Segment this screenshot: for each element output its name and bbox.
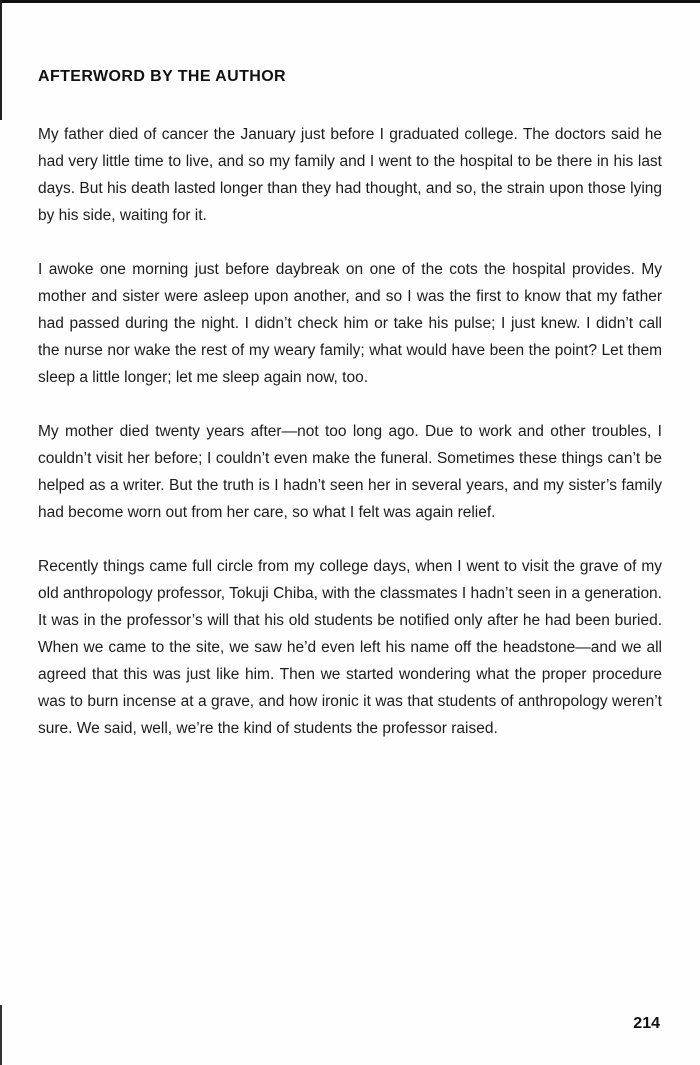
scan-artifact-left-edge-lower (0, 1005, 2, 1065)
afterword-heading: AFTERWORD BY THE AUTHOR (38, 68, 287, 85)
afterword-body (38, 121, 662, 742)
scan-artifact-top-edge (0, 0, 700, 3)
scan-artifact-left-edge (0, 0, 2, 120)
paragraph-2: I awoke one morning just before daybreak on one of the cots the hospital provides. My mother and sister were asleep upon another, and so I was the first to know that my father had passed during the night. I didn’t check him or take his pulse; I just knew. I didn’t call the nurse nor wake the rest of my weary family; what would have been the point? Let them sleep a little longer; let me sleep again now, too. (38, 261, 662, 386)
paragraph-3: My mother died twenty years after—not too long ago. Due to work and other troubles, I couldn’t visit her before; I couldn’t even make the funeral. Sometimes these things can’t be helped as a writer. But the truth is I hadn’t seen her in several years, and my sister’s family had become worn out from her care, so what I felt was again relief. (38, 423, 662, 521)
page-content (38, 68, 662, 769)
paragraph-1: My father died of cancer the January just before I graduated college. The doctors said he had very little time to live, and so my family and I went to the hospital to be there in his last days. But his death lasted longer than they had thought, and so, the strain upon those lying by his side, waiting for it. (38, 126, 662, 224)
paragraph-4: Recently things came full circle from my college days, when I went to visit the grave of my old anthropology professor, Tokuji Chiba, with the classmates I hadn’t seen in a generation. It was in the professor’s will that his old students be notified only after he had been buried. When we came to the site, we saw he’d even left his name off the headstone—and we all agreed that this was just like him. Then we started wondering what the proper procedure was to burn incense at a grave, and how ironic it was that students of anthropology weren’t sure. We said, well, we’re the kind of students the professor raised. (38, 558, 662, 737)
page-number: 214 (633, 1015, 660, 1032)
